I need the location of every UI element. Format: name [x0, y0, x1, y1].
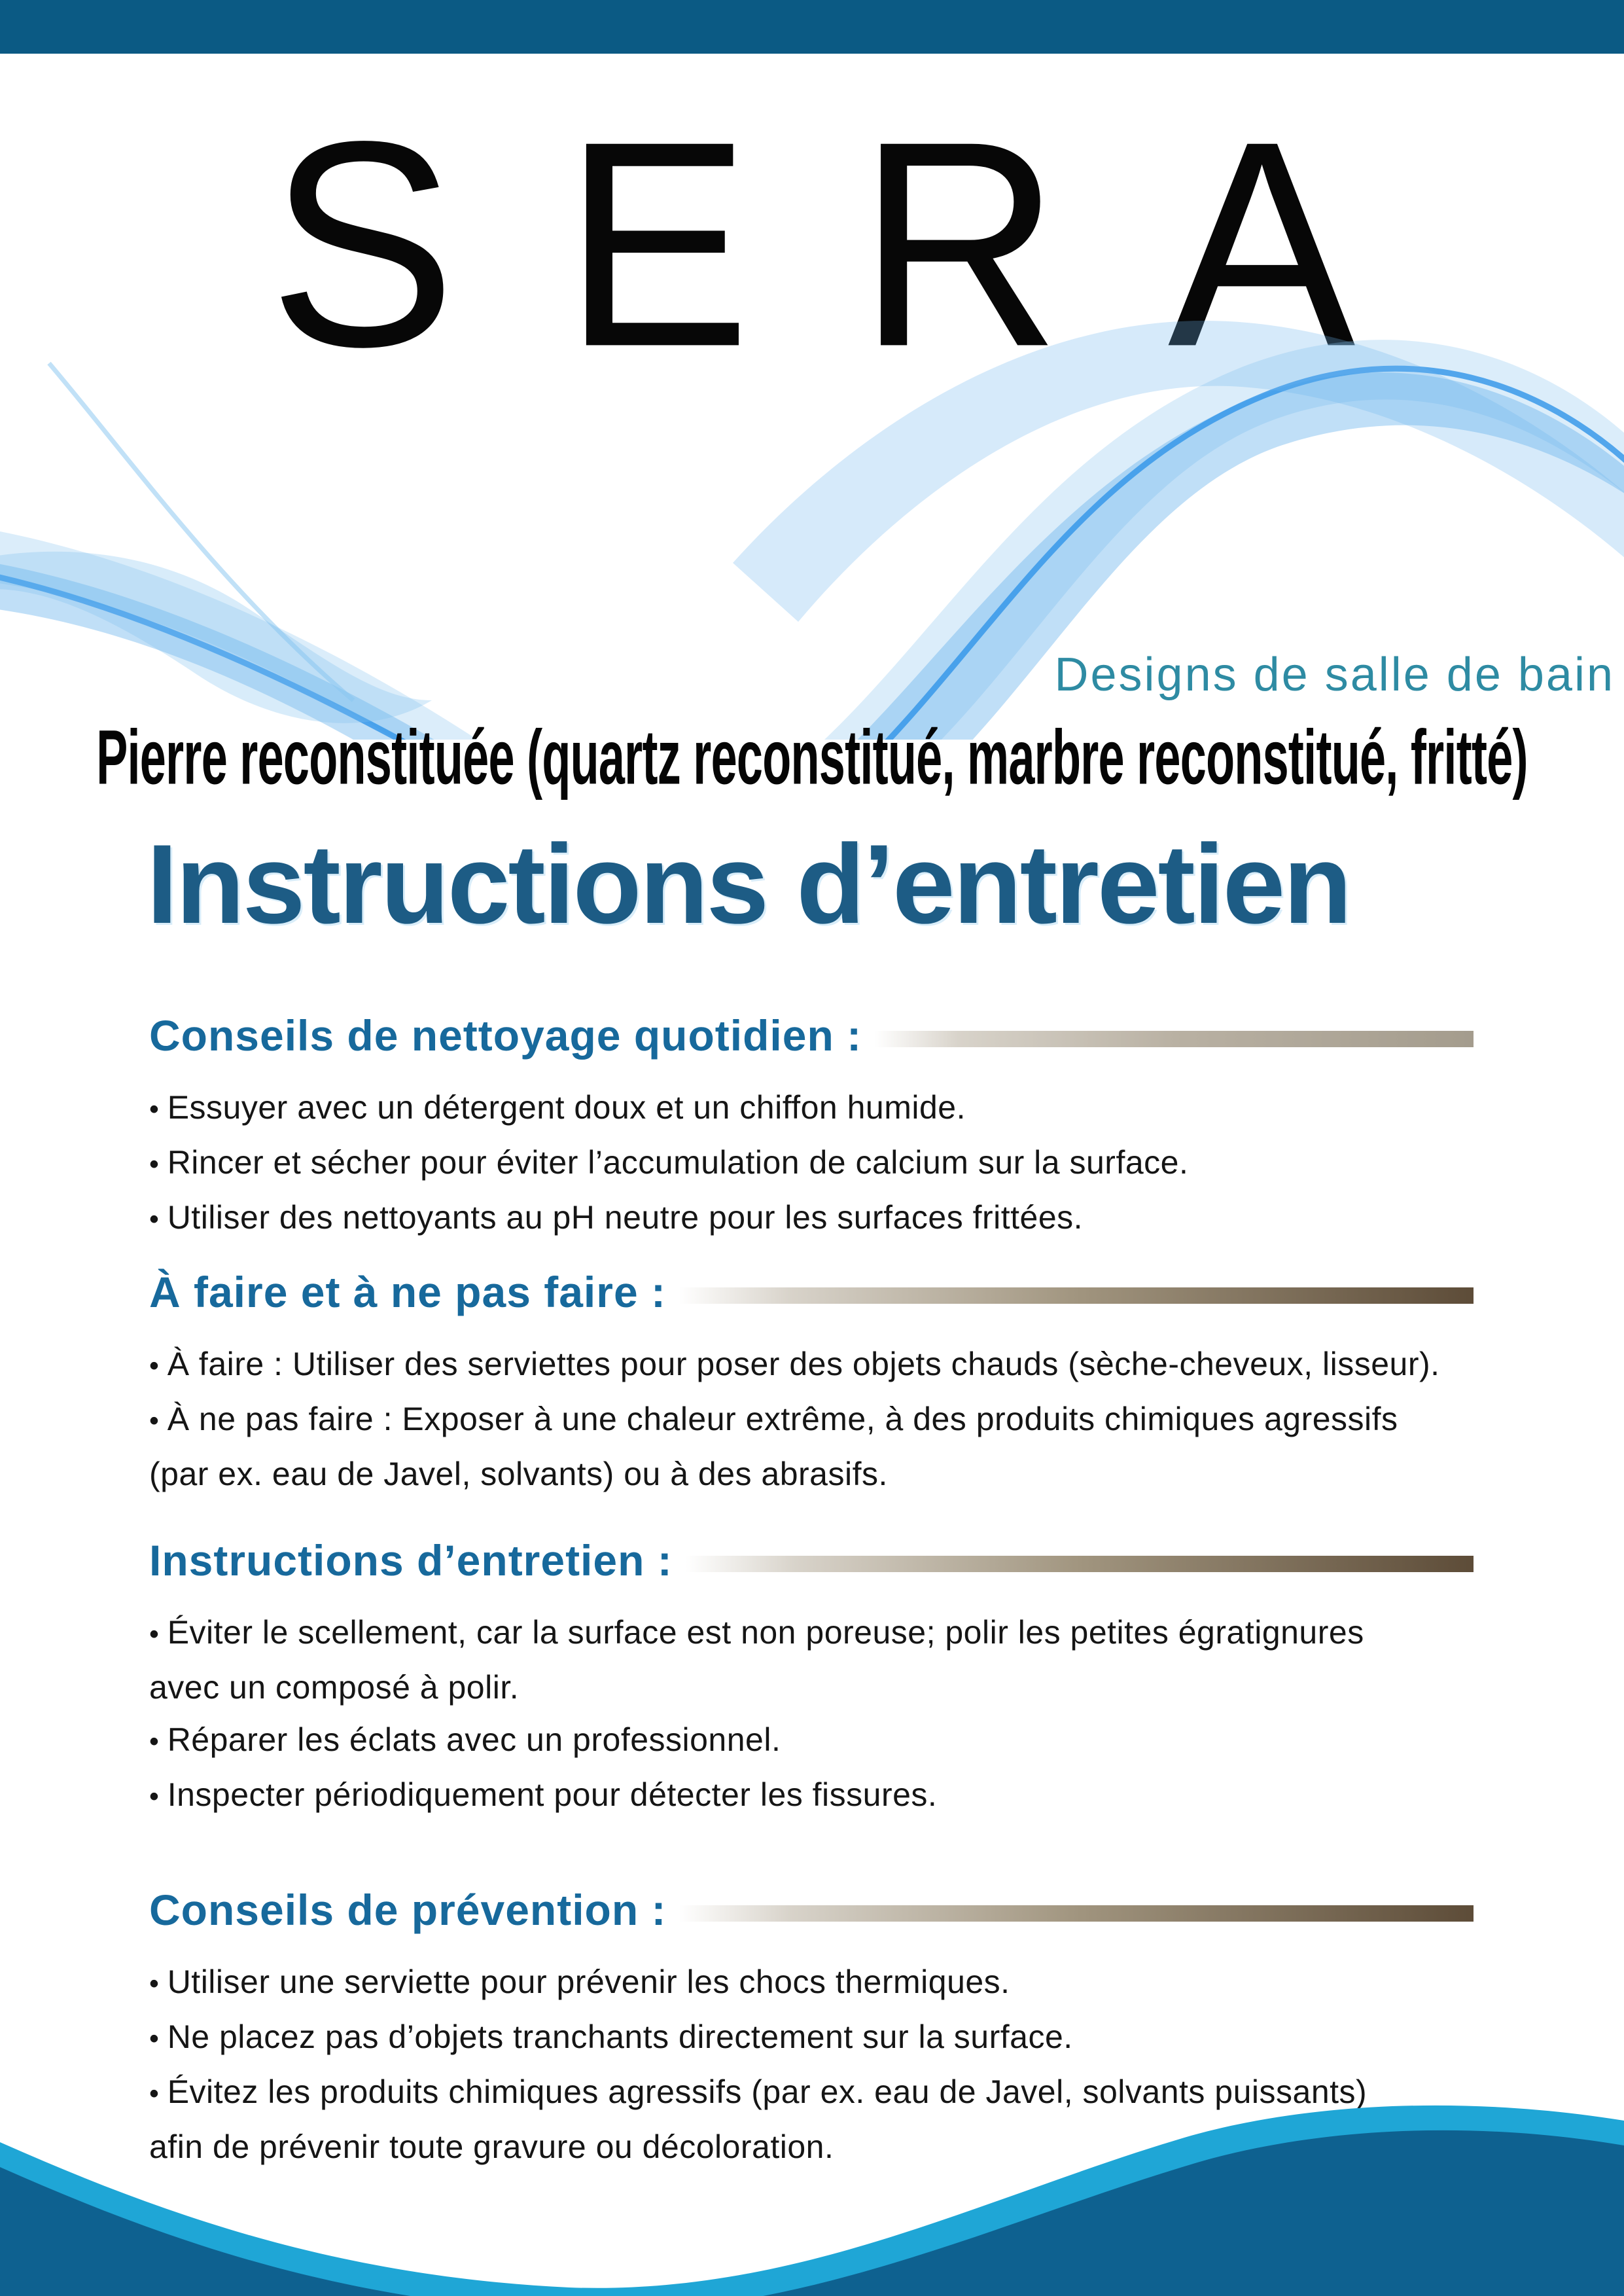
bullet-item: • Ne placez pas d’objets tranchants directement sur la surface.: [149, 2018, 1073, 2055]
bullet-item: • Réparer les éclats avec un professionnel.: [149, 1721, 781, 1758]
bullet-list: [149, 1338, 1570, 1500]
product-subtitle: Pierre reconstituée (quartz reconstitué, marbre reconstitué, fritté): [96, 714, 1528, 801]
sections: [149, 1008, 1570, 2173]
bullet-dot: •: [149, 1406, 168, 1437]
section-heading-label: Conseils de prévention :: [149, 1886, 667, 1934]
section-heading-row: [149, 1008, 1570, 1063]
bullet-dot: •: [149, 1619, 168, 1650]
bullet-dot: •: [149, 1204, 168, 1235]
bullet-list: [149, 1606, 1570, 1823]
brand-logo: SERA: [268, 81, 1462, 408]
bullet-item: • Essuyer avec un détergent doux et un chiffon humide.: [149, 1089, 966, 1126]
bullet-item: • Inspecter périodiquement pour détecter les fissures.: [149, 1776, 938, 1813]
bullet-item: • Utiliser des nettoyants au pH neutre pour les surfaces frittées.: [149, 1199, 1084, 1236]
bullet-item: • Évitez les produits chimiques agressifs (par ex. eau de Javel, solvants puissants) afin de prévenir toute gravure ou décoloration.: [149, 2073, 1368, 2165]
footer-wave-graphic: [0, 2080, 1624, 2296]
bullet-item: • Rincer et sécher pour éviter l’accumulation de calcium sur la surface.: [149, 1144, 1189, 1181]
bullet-item: • Éviter le scellement, car la surface est non poreuse; polir les petites égratignures avec un composé à polir.: [149, 1614, 1364, 1706]
page-title: Instructions d’entretien: [147, 821, 1350, 947]
section-heading-label: À faire et à ne pas faire :: [149, 1268, 666, 1316]
bullet-dot: •: [149, 1094, 168, 1125]
section-divider-bar: [686, 1556, 1474, 1572]
section-heading-row: [149, 1265, 1570, 1319]
bullet-list: [149, 1081, 1570, 1246]
bullet-item: • Utiliser une serviette pour prévenir les chocs thermiques.: [149, 1964, 1010, 2000]
bullet-dot: •: [149, 2079, 168, 2109]
top-bar: [0, 0, 1624, 54]
section-heading-label: Conseils de nettoyage quotidien :: [149, 1011, 862, 1060]
bullet-dot: •: [149, 1782, 168, 1812]
bullet-dot: •: [149, 1969, 168, 2000]
section-divider-bar: [679, 1287, 1474, 1304]
bullet-item: • À faire : Utiliser des serviettes pour poser des objets chauds (sèche-cheveux, lisseur).: [149, 1346, 1440, 1382]
section-divider-bar: [679, 1905, 1474, 1922]
section-heading-label: Instructions d’entretien :: [149, 1536, 673, 1585]
section: [149, 1533, 1570, 1823]
bullet-dot: •: [149, 1727, 168, 1757]
section-divider-bar: [875, 1031, 1474, 1047]
section: [149, 1265, 1570, 1500]
bullet-item: • À ne pas faire : Exposer à une chaleur extrême, à des produits chimiques agressifs (par ex. eau de Javel, solvants) ou à des abrasifs.: [149, 1401, 1398, 1492]
brand-tagline: Designs de salle de bain: [1054, 649, 1615, 701]
bullet-dot: •: [149, 1149, 168, 1180]
bullet-dot: •: [149, 2024, 168, 2054]
section: [149, 1008, 1570, 1246]
section-heading-row: [149, 1882, 1570, 1937]
bullet-dot: •: [149, 1351, 168, 1382]
section-heading-row: [149, 1533, 1570, 1588]
